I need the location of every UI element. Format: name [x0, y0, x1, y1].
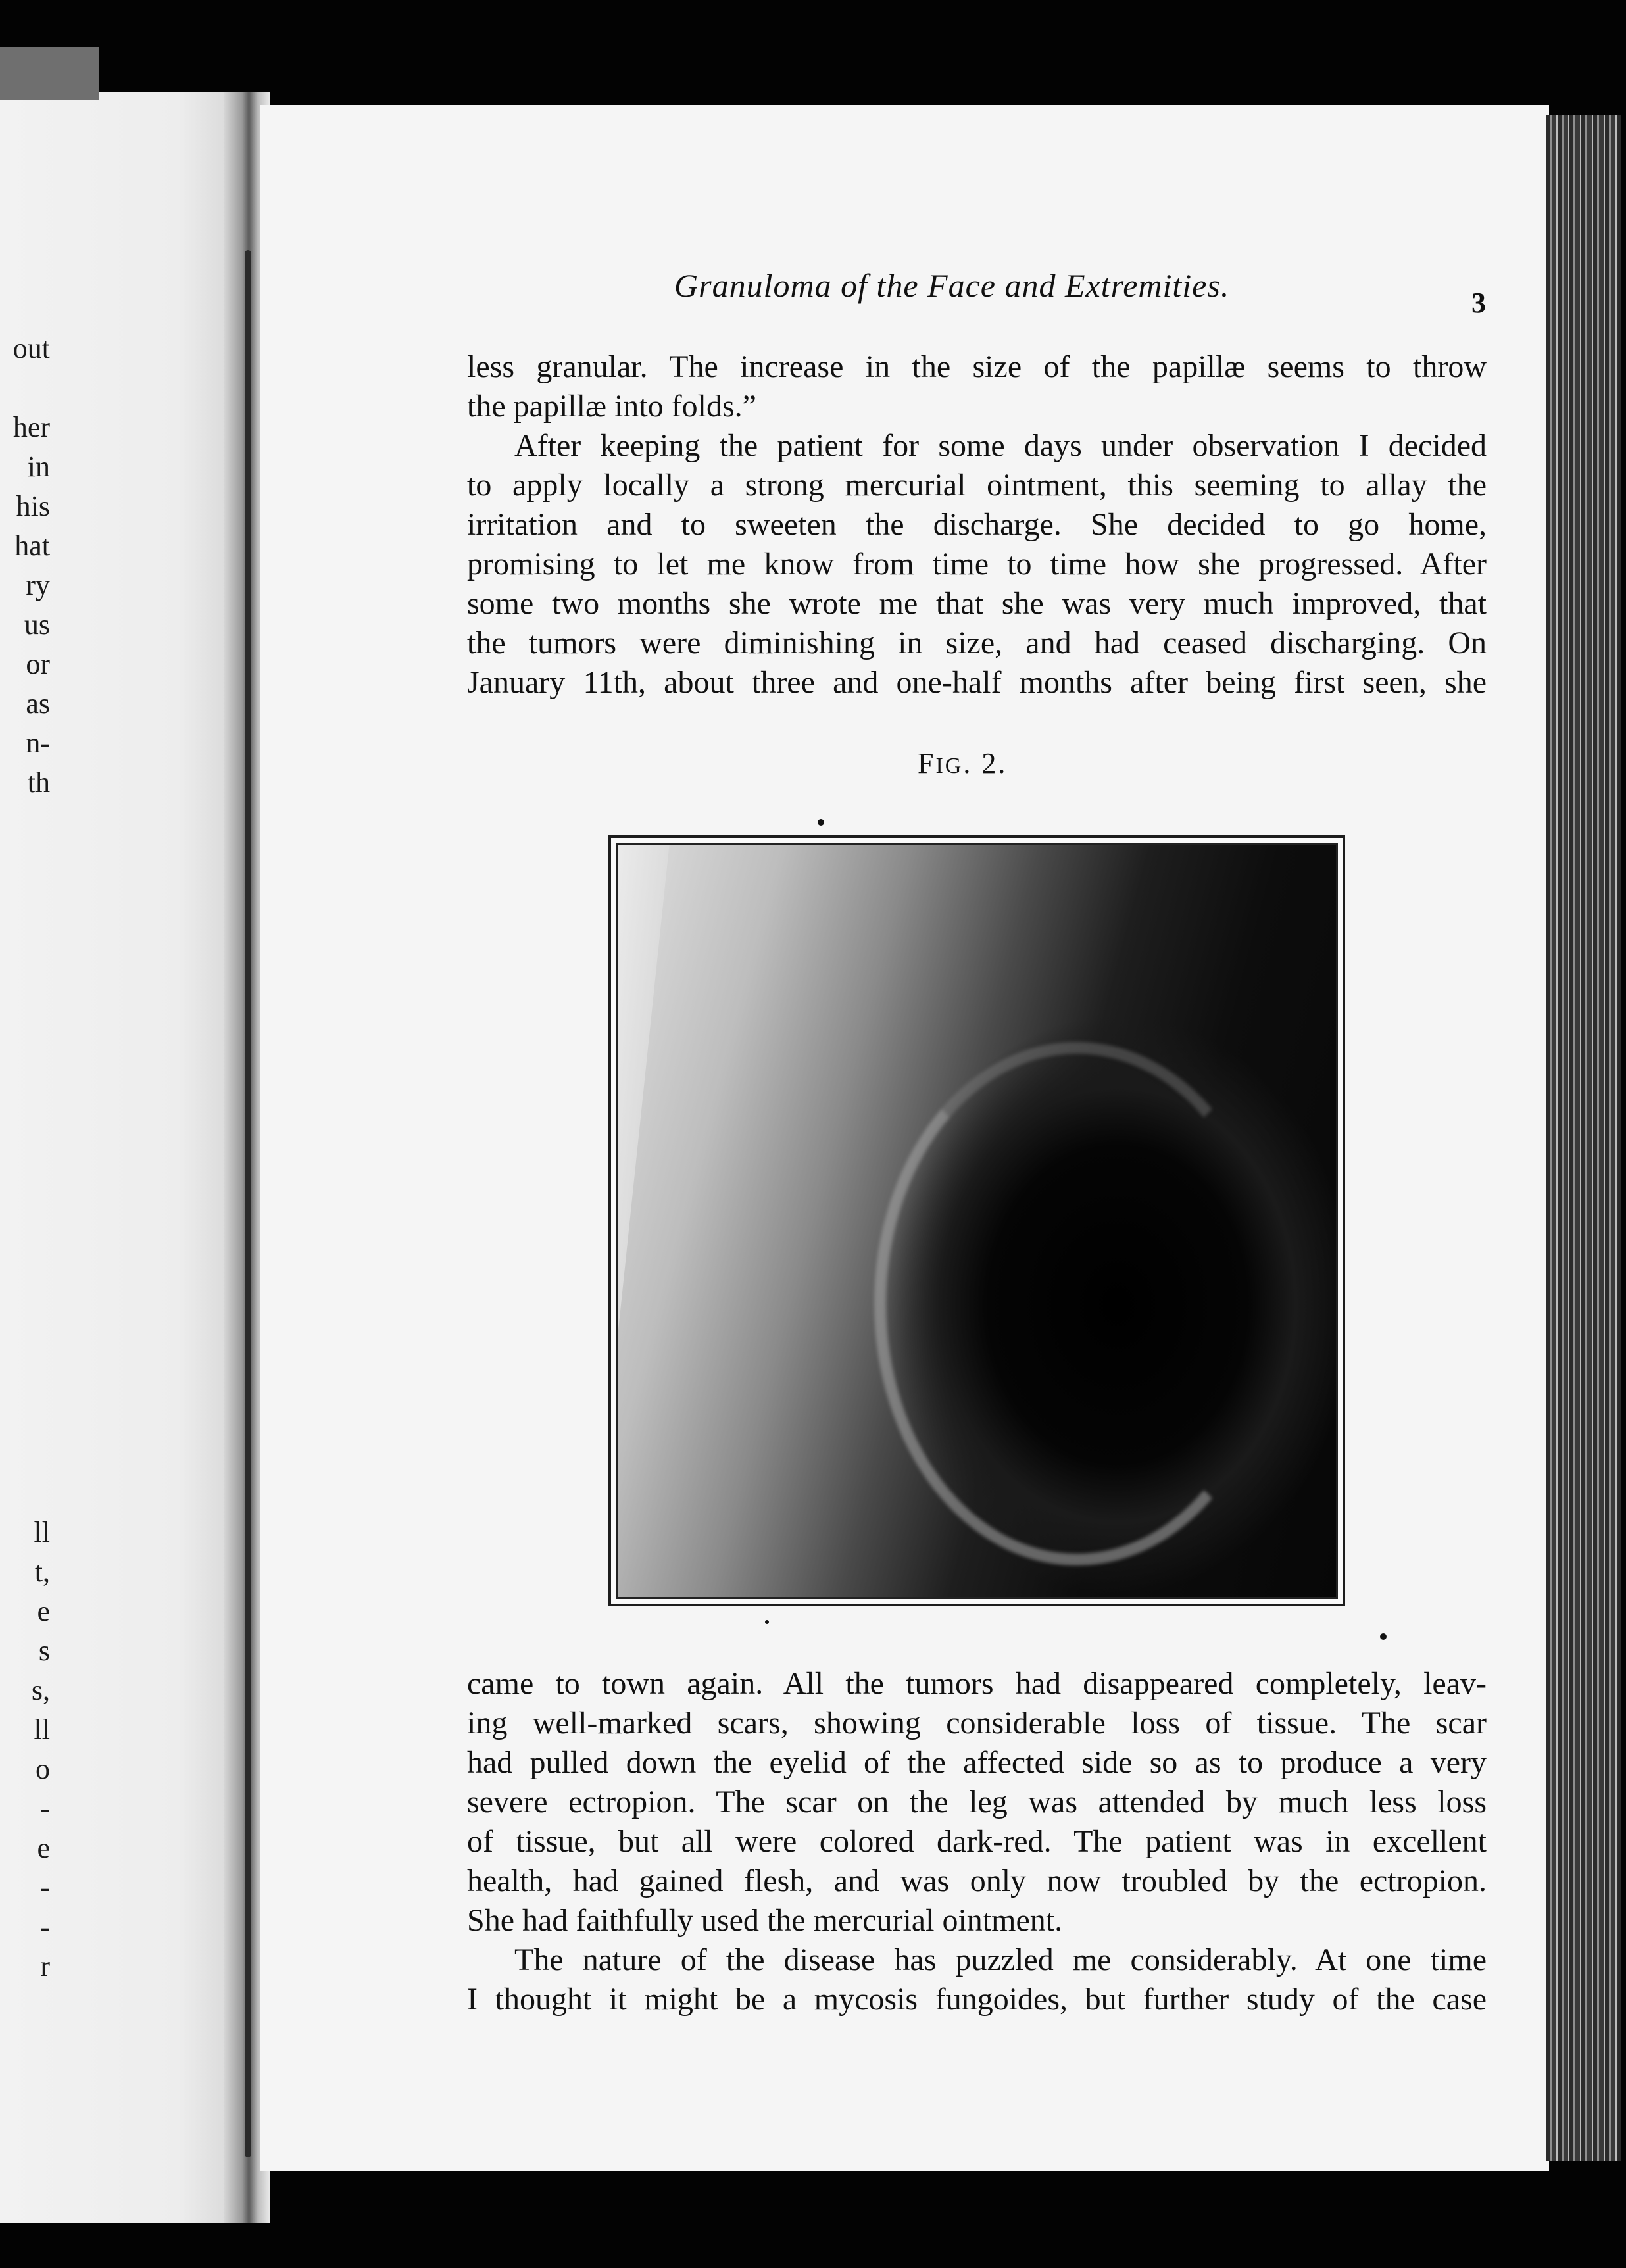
fragment-line [0, 368, 53, 408]
running-head: Granuloma of the Face and Extremities. [674, 267, 1230, 304]
fragment-line: in [27, 451, 50, 483]
text-line: I thought it might be a mycosis fungoides, but further study of the case [467, 1982, 1487, 2017]
text-line: less granular. The increase in the size of the papillæ seems to throw [467, 349, 1487, 384]
fragment-line: s, [31, 1674, 50, 1706]
fragment-line: his [16, 490, 50, 522]
text-line: promising to let me know from time to time how she progressed. After [467, 547, 1487, 581]
fragment-line: - [40, 1792, 50, 1825]
text-line: came to town again. All the tumors had disappeared completely, leav- [467, 1666, 1487, 1701]
text-line: the tumors were diminishing in size, and had ceased discharging. On [467, 626, 1487, 660]
fragment-line: e [37, 1832, 50, 1864]
fragment-line: us [24, 608, 50, 641]
scan-speck [818, 819, 824, 826]
page-edges [1546, 115, 1621, 2161]
fragment-line: t, [34, 1556, 50, 1588]
fragment-line: as [26, 687, 50, 720]
text-line: ing well-marked scars, showing considerable loss of tissue. The scar [467, 1706, 1487, 1740]
body-text-lower [467, 1664, 1487, 2019]
text-line: health, had gained flesh, and was only now troubled by the ectropion. [467, 1863, 1487, 1898]
caption-smallcaps: IG [935, 754, 964, 778]
fragment-line: - [40, 1911, 50, 1943]
fragment-line: th [27, 766, 50, 799]
text-line: After keeping the patient for some days under observation I decided [514, 428, 1487, 463]
left-text-fragment-upper [0, 329, 53, 802]
text-line: The nature of the disease has puzzled me considerably. At one time [514, 1942, 1487, 1977]
fragment-line: hat [14, 530, 50, 562]
text-line: to apply locally a strong mercurial ointment, this seeming to allay the [467, 468, 1487, 503]
page-number: 3 [1471, 287, 1486, 319]
text-line: of tissue, but all were colored dark-red. The patient was in excellent [467, 1824, 1487, 1859]
fragment-line: r [40, 1950, 50, 1983]
text-line: some two months she wrote me that she was very much improved, that [467, 586, 1487, 621]
text-line: She had faithfully used the mercurial ointment. [467, 1903, 1063, 1938]
fragment-line: - [40, 1871, 50, 1904]
caption-prefix: F [918, 747, 936, 779]
clinical-photograph [616, 843, 1338, 1599]
fragment-line: out [12, 332, 50, 364]
fragment-line: e [37, 1595, 50, 1627]
fragment-line: n- [26, 727, 50, 759]
caption-number: . 2. [963, 747, 1008, 779]
figure-caption [918, 747, 1007, 780]
fragment-line: ll [34, 1713, 50, 1746]
fragment-line: s [38, 1635, 50, 1667]
scan-tab-marker [0, 47, 99, 100]
text-line: irritation and to sweeten the discharge. She decided to go home, [467, 507, 1487, 542]
scan-speck [765, 1620, 769, 1624]
figure-plate [608, 835, 1345, 1606]
fragment-line: ll [34, 1516, 50, 1548]
text-line: had pulled down the eyelid of the affected side so as to produce a very [467, 1745, 1487, 1780]
text-line: the papillæ into folds.” [467, 389, 756, 424]
text-line: January 11th, about three and one-half months after being first seen, she [467, 665, 1487, 700]
scan-speck [1380, 1633, 1387, 1640]
fragment-line: ry [26, 569, 50, 601]
lesion-scar-rim [874, 1042, 1279, 1565]
text-line: severe ectropion. The scar on the leg was attended by much less loss [467, 1785, 1487, 1819]
gutter-shadow [245, 250, 251, 2157]
body-text-upper [467, 347, 1487, 703]
fragment-line: or [26, 648, 50, 680]
left-text-fragment-lower [0, 1513, 53, 1986]
fragment-line: her [12, 411, 50, 443]
photo-light-area [616, 843, 670, 1599]
left-facing-page [0, 92, 257, 2223]
fragment-line: o [36, 1753, 50, 1785]
